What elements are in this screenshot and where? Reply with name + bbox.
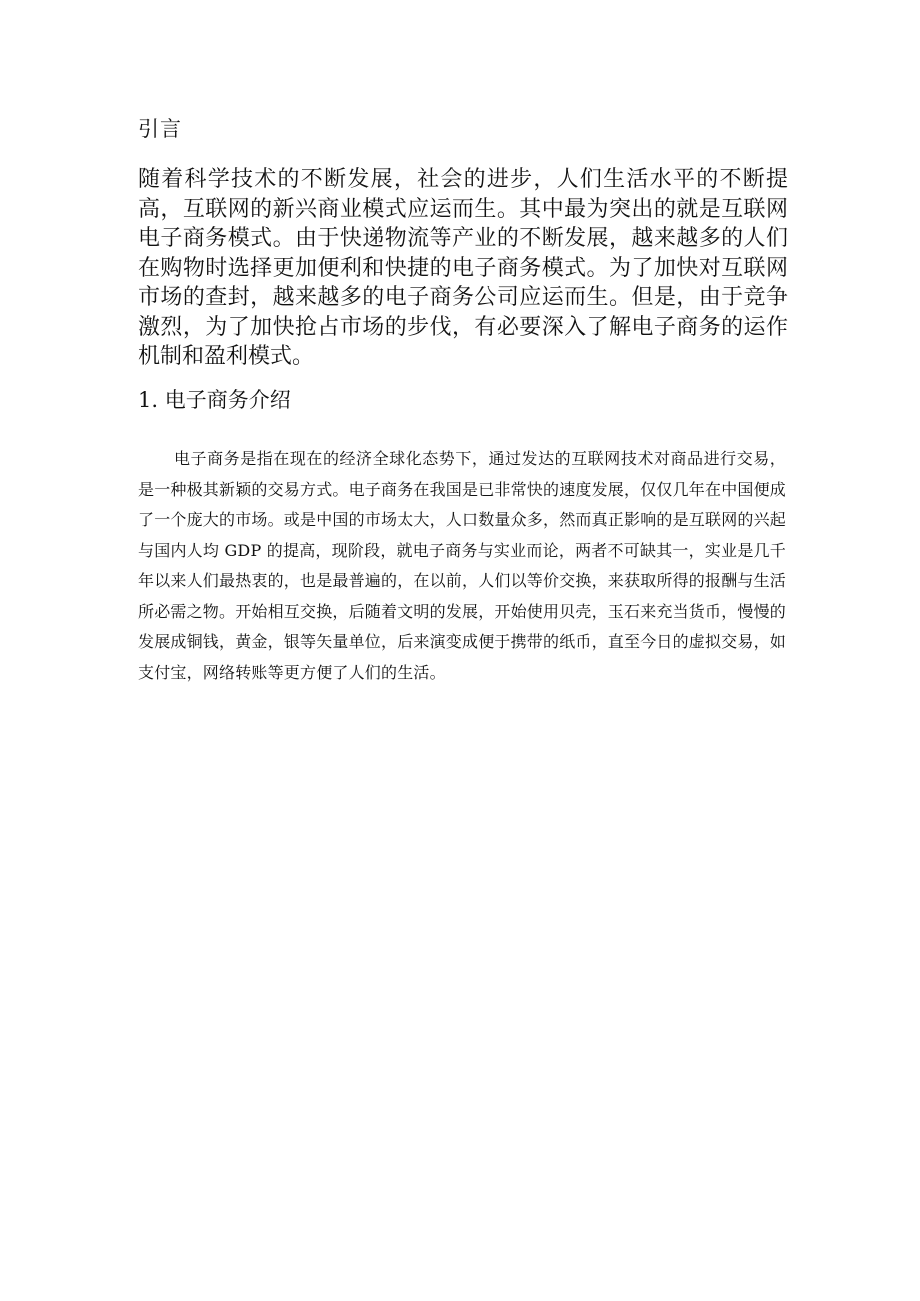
intro-paragraph: 随着科学技术的不断发展，社会的进步，人们生活水平的不断提高，互联网的新兴商业模式应运而生。其中最为突出的就是互联网电子商务模式。由于快递物流等产业的不断发展，越来越多的人们在购物时选择更加便利和快捷的电子商务模式。为了加快对互联网市场的查封，越来越多的电子商务公司应运而生。但是，由于竞争激烈，为了加快抢占市场的步伐，有必要深入了解电子商务的运作机制和盈利模式。: [138, 167, 788, 369]
section-heading: 1. 电子商务介绍: [138, 388, 291, 412]
intro-heading: 引言: [138, 117, 182, 141]
section-paragraph: 电子商务是指在现在的经济全球化态势下，通过发达的互联网技术对商品进行交易，是一种极其新颖的交易方式。电子商务在我国是已非常快的速度发展，仅仅几年在中国便成了一个庞大的市场。或是中国的市场太大，人口数量众多，然而真正影响的是互联网的兴起与国内人均 GDP 的提高，现阶段，就电子商务与实业而论，两者不可缺其一，实业是几千年以来人们最热衷的，也是最普遍的，在以前，人们以等价交换，来获取所得的报酬与生活所必需之物。开始相互交换，后随着文明的发展，开始使用贝壳，玉石来充当货币，慢慢的发展成铜钱，黄金，银等矢量单位，后来演变成便于携带的纸币，直至今日的虚拟交易，如支付宝，网络转账等更方便了人们的生活。: [138, 449, 787, 682]
